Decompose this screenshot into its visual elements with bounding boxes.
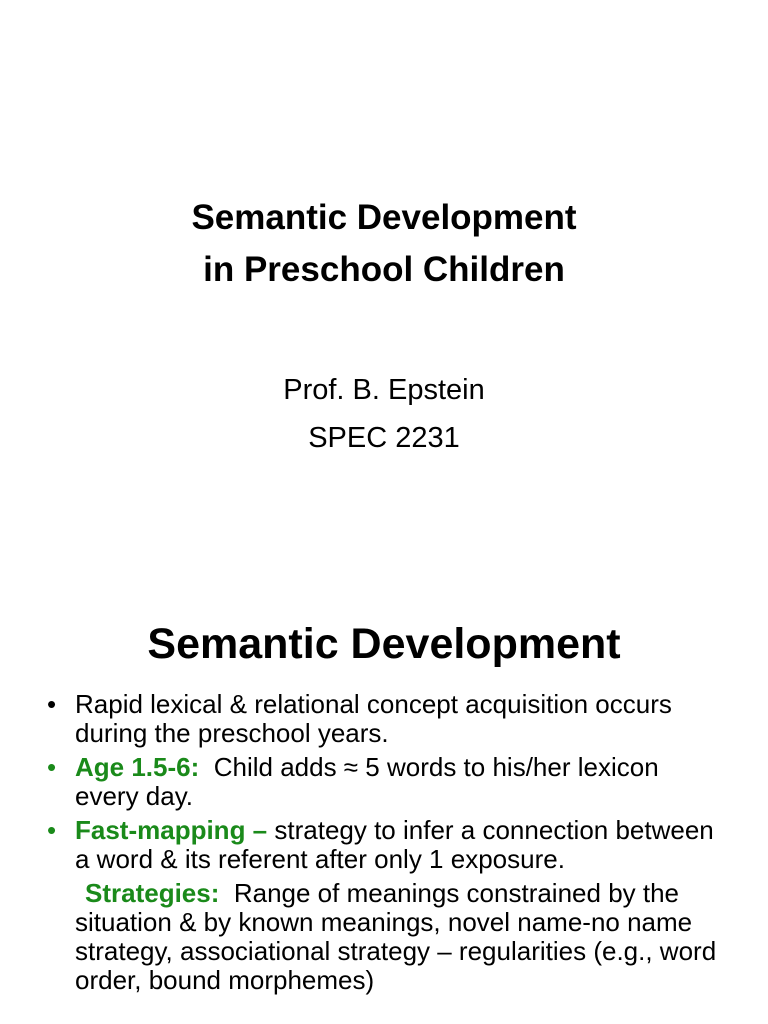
bullet-text: Child adds ≈ 5 words to his/her lexicon every day. — [75, 752, 659, 811]
title-line-2: in Preschool Children — [203, 250, 565, 289]
bullet-text: Rapid lexical & relational concept acquisition occurs during the preschool years. — [75, 689, 672, 748]
bullet-marker: • — [47, 752, 57, 782]
bullet-list — [0, 690, 768, 995]
strategies-label: Strategies: — [85, 878, 220, 908]
bullet-item — [0, 690, 768, 748]
bullet-item — [0, 816, 768, 874]
age-label: Age 1.5-6: — [75, 752, 200, 782]
course-code: SPEC 2231 — [308, 422, 460, 454]
presenter-name: Prof. B. Epstein — [283, 374, 485, 406]
strategies-paragraph — [0, 879, 768, 995]
strategies-text: Range of meanings constrained by the situation & by known meanings, novel name-no name strategy, associational strategy – regularities (e.g., word order, bound morphemes) — [75, 878, 717, 995]
slide-semantic-development — [0, 576, 768, 1024]
bullet-marker: • — [47, 689, 57, 719]
fast-mapping-label: Fast-mapping – — [75, 815, 268, 845]
title-line-1: Semantic Development — [191, 198, 577, 237]
presenter-block — [0, 366, 768, 462]
presentation-title — [0, 192, 768, 296]
bullet-text: strategy to infer a connection between a word & its referent after only 1 exposure. — [75, 815, 714, 874]
bullet-item — [0, 753, 768, 811]
bullet-marker: • — [47, 815, 57, 845]
slide-heading: Semantic Development — [147, 620, 621, 668]
